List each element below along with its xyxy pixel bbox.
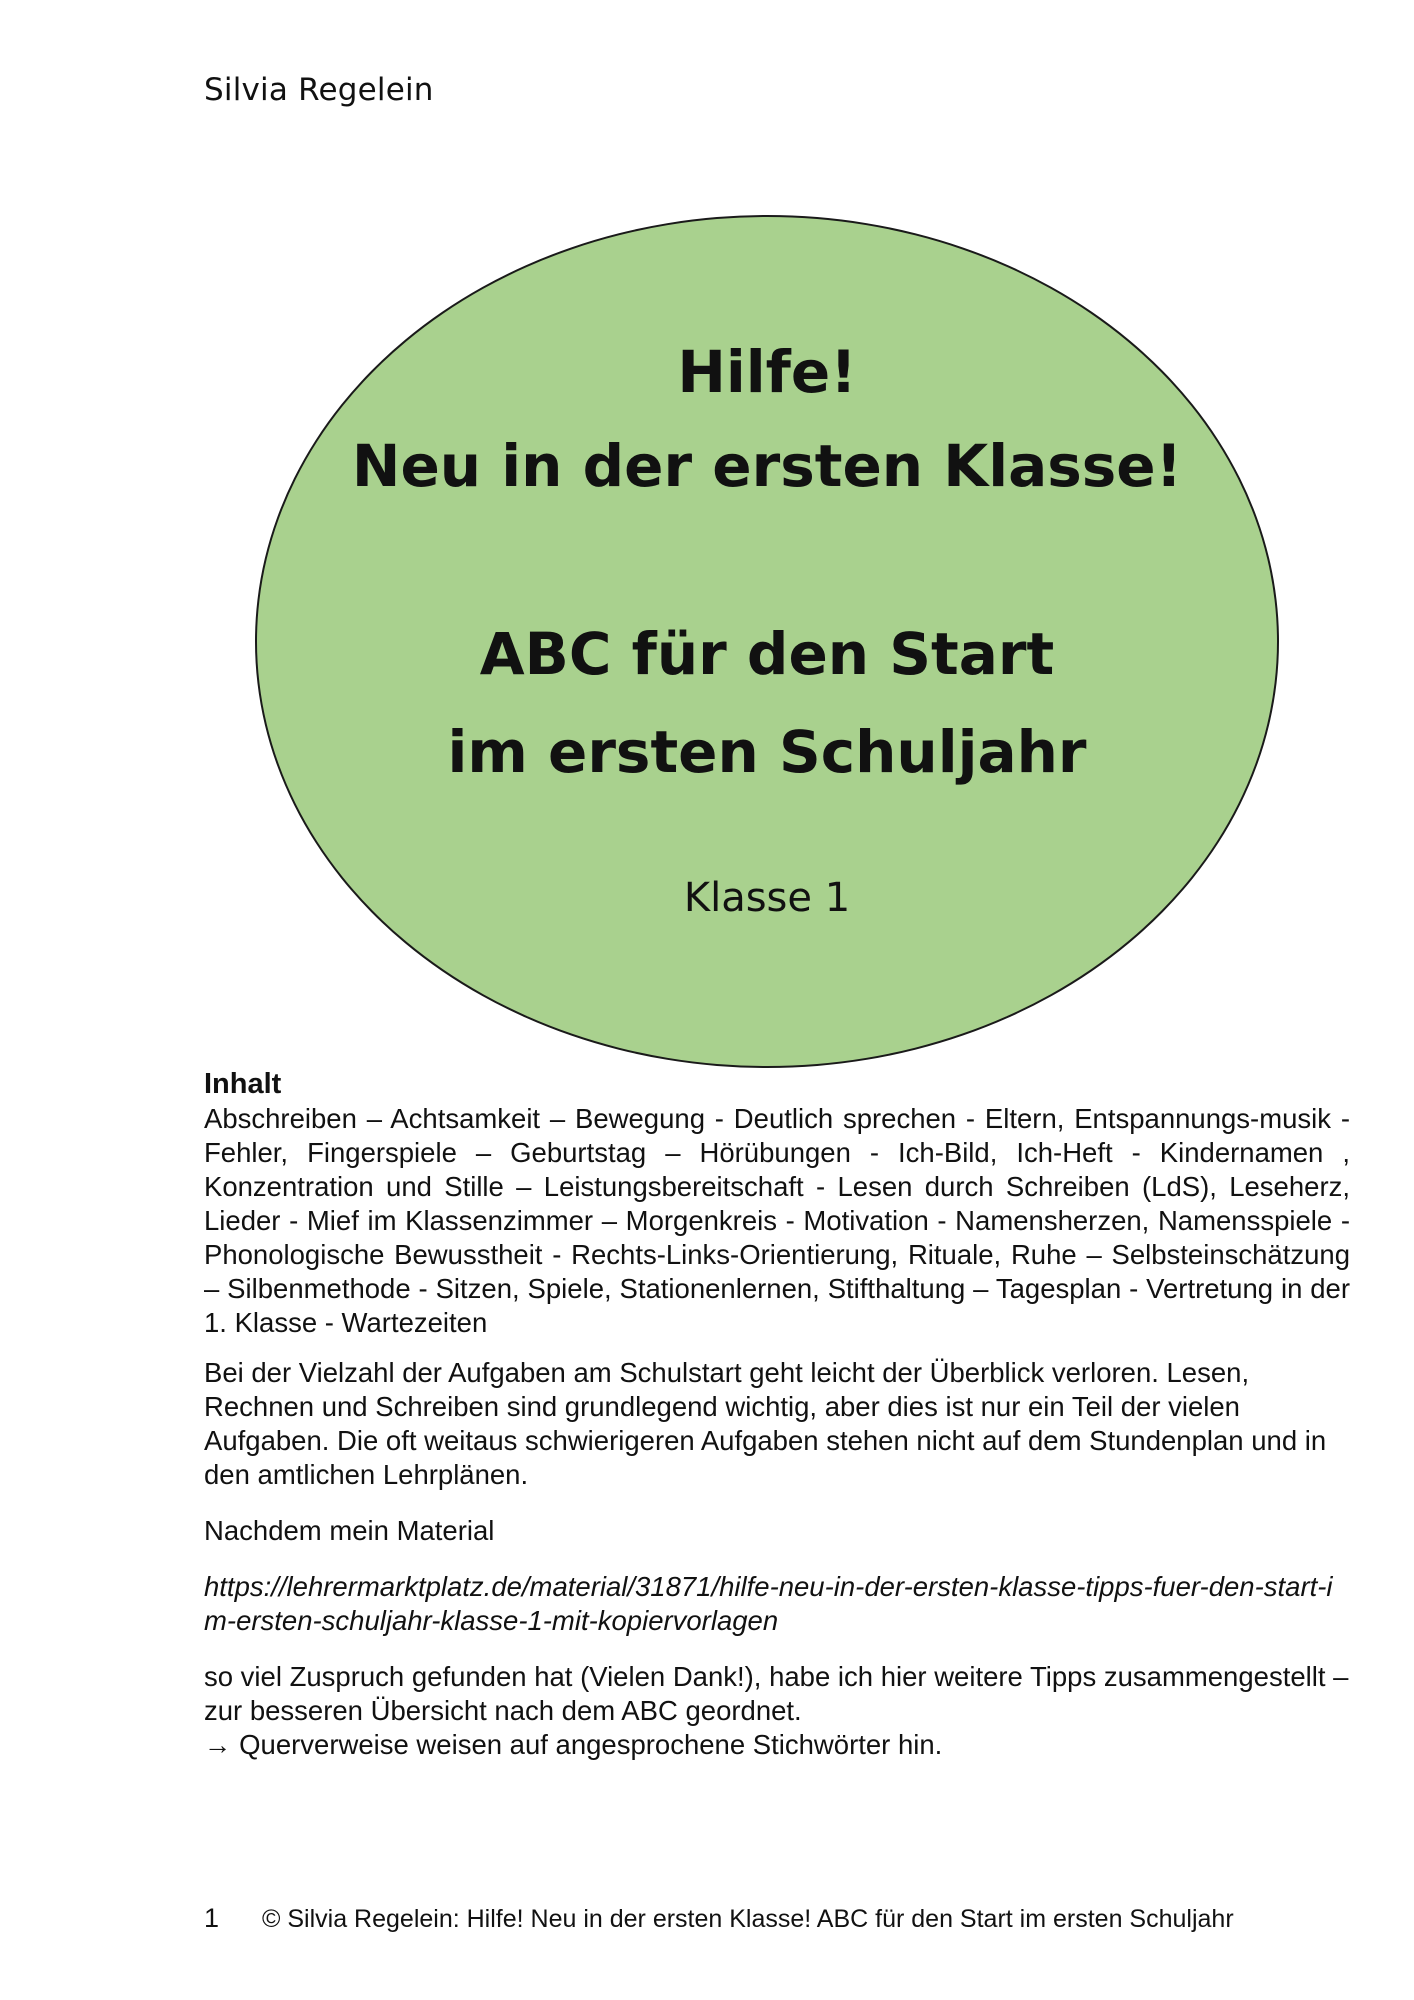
topics-list: Abschreiben – Achtsamkeit – Bewegung - Deutlich sprechen - Eltern, Entspannungs-musik - Fehler, Fingerspiele – Geburtstag – Hörübungen - Ich-Bild, Ich-Heft - Kindernamen , Konzentration und Stille – Leistungsbereitschaft - Lesen durch Schreiben (LdS), Leseherz, Lieder - Mief im Klassenzimmer – Morgenkreis - Motivation - Namensherzen, Namensspiele - Phonologische Bewusstheit - Rechts-Links-Orientierung, Rituale, Ruhe – Selbsteinschätzung – Silbenmethode - Sitzen, Spiele, Stationenlernen, Stifthaltung – Tagesplan - Vertretung in der 1. Klasse - Wartezeiten — [204, 1103, 1350, 1338]
thanks-paragraph: so viel Zuspruch gefunden hat (Vielen Dank!), habe ich hier weitere Tipps zusammengestellt – zur besseren Übersicht nach dem ABC geordnet. — [204, 1661, 1349, 1726]
content-heading: Inhalt — [204, 1068, 282, 1100]
crossref-line — [204, 1728, 1350, 1762]
copyright-text: © Silvia Regelein: Hilfe! Neu in der ersten Klasse! ABC für den Start im ersten Schuljahr — [262, 1905, 1234, 1933]
grade-label: Klasse 1 — [683, 875, 851, 921]
title-line-3: ABC für den Start — [479, 620, 1055, 688]
page-footer — [204, 1903, 1234, 1934]
content-section — [204, 1066, 1350, 1762]
material-link[interactable]: https://lehrermarktplatz.de/material/31871/hilfe-neu-in-der-ersten-klasse-tipps-fuer-den-start-im-ersten-schuljahr-klasse-1-mit-kopiervorlagen — [204, 1571, 1333, 1636]
title-line-1: Hilfe! — [677, 338, 857, 406]
arrow-right-icon: → — [204, 1729, 232, 1760]
crossref-text: Querverweise weisen auf angesprochene Stichwörter hin. — [239, 1729, 943, 1760]
author-name: Silvia Regelein — [204, 72, 434, 108]
title-line-2: Neu in der ersten Klasse! — [351, 432, 1183, 500]
material-paragraph: Nachdem mein Material — [204, 1515, 495, 1546]
page-number: 1 — [204, 1903, 220, 1933]
intro-paragraph: Bei der Vielzahl der Aufgaben am Schulstart geht leicht der Überblick verloren. Lesen, Rechnen und Schreiben sind grundlegend wichtig, aber dies ist nur ein Teil der vielen Aufgaben. Die oft weitaus schwierigeren Aufgaben stehen nicht auf dem Stundenplan und in den amtlichen Lehrplänen. — [204, 1357, 1327, 1490]
title-line-4: im ersten Schuljahr — [447, 718, 1087, 786]
